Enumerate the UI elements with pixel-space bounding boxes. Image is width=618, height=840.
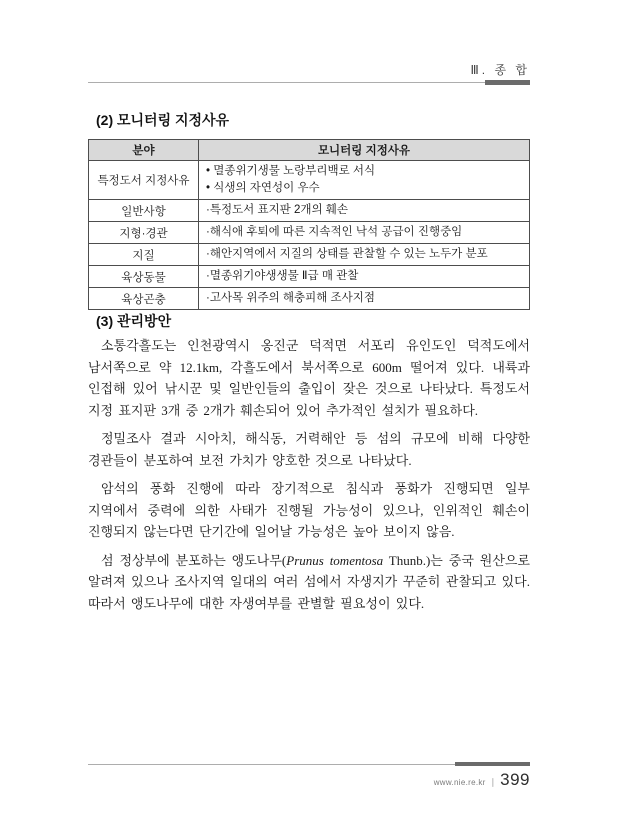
paragraph-location: 소통각흘도는 인천광역시 옹진군 덕적면 서포리 유인도인 덕적도에서 남서쪽으로 약 12.1km, 각흘도에서 북서쪽으로 600m 떨어져 있다. 내륙과 인접해 있어 낚시꾼 및 일반인들의 출입이 잦은 것으로 나타났다. 특정도서 지정 표지판 3개 중 2개가 훼손되어 있어 추가적인 설치가 필요하다. [88, 338, 530, 418]
field-cell: 육상곤충 [89, 288, 199, 310]
section-3-title: (3) 관리방안 [96, 313, 172, 329]
chapter-running-head: Ⅲ. 종 합 [470, 63, 530, 77]
field-cell: 특정도서 지정사유 [89, 161, 199, 200]
footer-rule-accent [455, 762, 530, 766]
footer-site-url: www.nie.re.kr [433, 778, 486, 787]
reason-cell: ·해식애 후퇴에 따른 지속적인 낙석 공급이 진행중임 [199, 222, 530, 244]
page-number: 399 [500, 770, 530, 789]
reason-cell: ·해안지역에서 지질의 상태를 관찰할 수 있는 노두가 분포 [199, 244, 530, 266]
paragraph-species [88, 550, 530, 615]
header-rule [88, 82, 530, 83]
table-row [89, 266, 530, 288]
header-rule-accent [485, 80, 530, 85]
column-header-field: 분야 [89, 140, 199, 161]
table-header-row [89, 140, 530, 161]
table-row [89, 222, 530, 244]
field-cell: 일반사항 [89, 200, 199, 222]
field-cell: 육상동물 [89, 266, 199, 288]
footer-separator: ∣ [490, 777, 496, 787]
paragraph-survey-result: 정밀조사 결과 시아치, 해식동, 거력해안 등 섬의 규모에 비해 다양한 경관들이 분포하여 보전 가치가 양호한 것으로 나타났다. [88, 431, 530, 468]
section-2-title: (2) 모니터링 지정사유 [96, 112, 230, 128]
paragraph-species-rest: Thunb.)는 중국 원산으로 알려져 있으나 조사지역 일대의 여러 섬에서 자생지가 꾸준히 관찰되고 있다. 따라서 앵도나무에 대한 자생여부를 관별할 필요성이 있다. [88, 552, 530, 611]
reason-cell: ·멸종위기야생생물 Ⅱ급 매 관찰 [199, 266, 530, 288]
footer [88, 770, 530, 790]
column-header-reason: 모니터링 지정사유 [199, 140, 530, 161]
table-row [89, 244, 530, 266]
management-plan-text [88, 335, 530, 621]
field-cell: 지질 [89, 244, 199, 266]
paragraph-weathering: 암석의 풍화 진행에 따라 장기적으로 침식과 풍화가 진행되면 일부 지역에서 중력에 의한 사태가 진행될 가능성이 있으나, 인위적인 훼손이 진행되지 않는다면 단기간에 일어날 가능성은 높아 보이지 않음. [88, 481, 530, 539]
reason-line: • 식생의 자연성이 우수 [206, 182, 320, 194]
table-row [89, 161, 530, 200]
reason-line: • 멸종위기생물 노랑부리백로 서식 [206, 165, 376, 177]
reason-cell: ·고사목 위주의 해충피해 조사지점 [199, 288, 530, 310]
field-cell: 지형·경관 [89, 222, 199, 244]
species-latin-name: Prunus tomentosa [286, 552, 384, 568]
reason-cell [199, 161, 530, 200]
monitoring-reason-table [88, 139, 530, 310]
paragraph-species-lead: 섬 정상부에 분포하는 앵도나무( [101, 552, 287, 568]
reason-cell: ·특정도서 표지판 2개의 훼손 [199, 200, 530, 222]
table-row [89, 288, 530, 310]
table-row [89, 200, 530, 222]
